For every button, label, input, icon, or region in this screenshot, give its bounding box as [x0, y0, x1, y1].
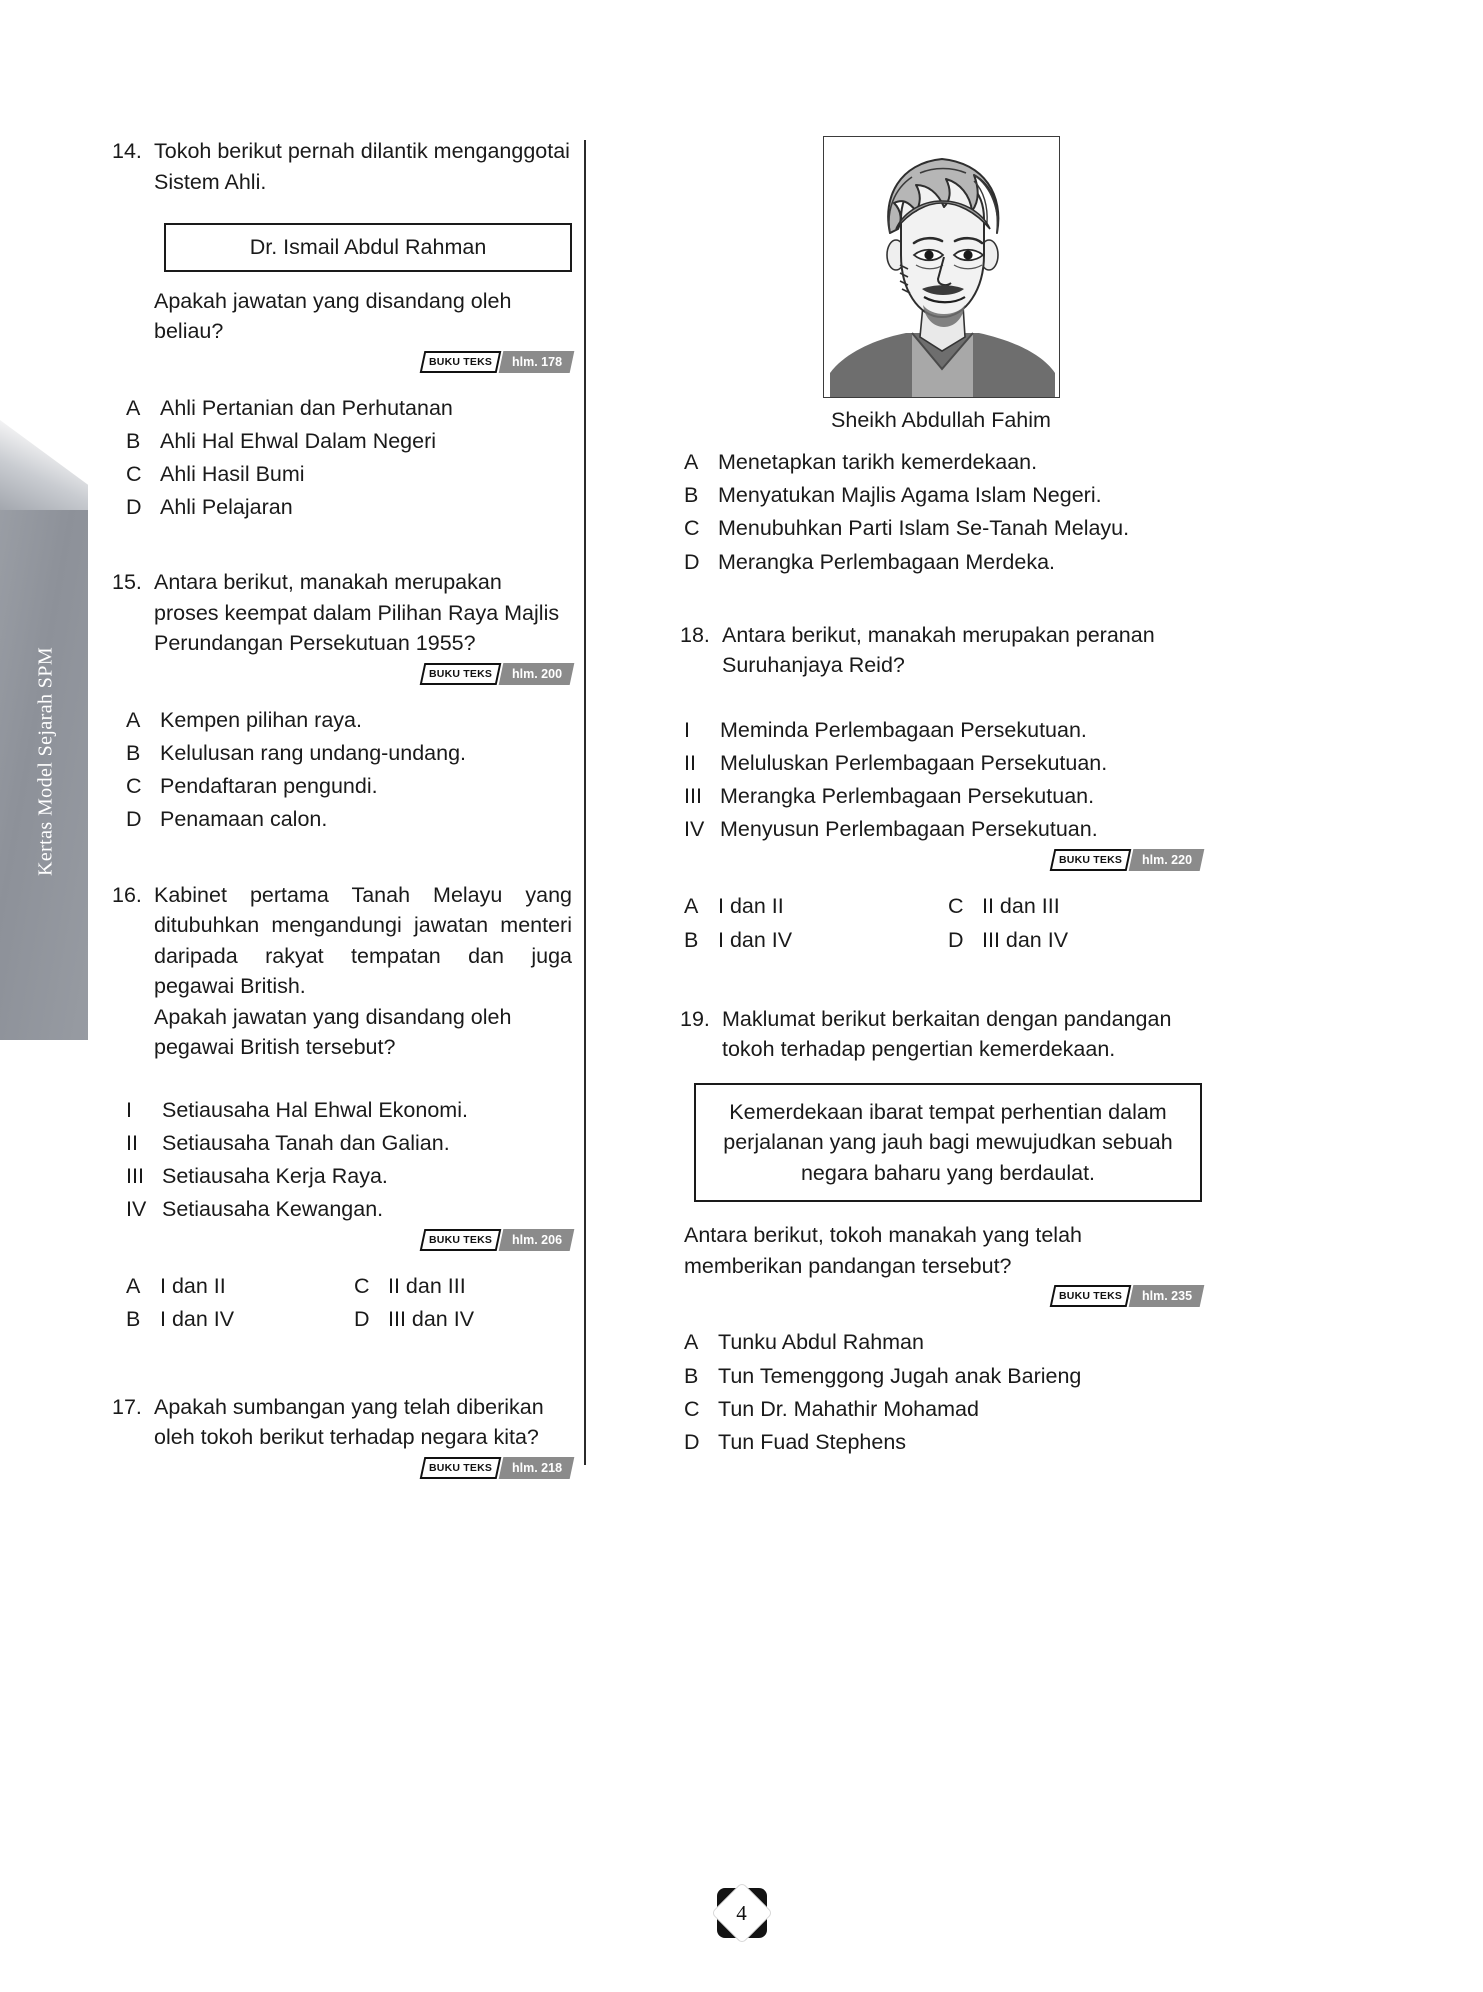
bukuteks-badge-source — [1050, 849, 1132, 871]
page-number-text: 4 — [736, 1900, 747, 1925]
bukuteks-badge-page-text: hlm. 220 — [1141, 853, 1192, 868]
page-number-badge — [709, 1880, 775, 1946]
option-text: III dan IV — [982, 927, 1069, 952]
bukuteks-badge-page — [499, 663, 575, 685]
statement-text: Meminda Perlembagaan Persekutuan. — [720, 717, 1087, 742]
side-tab-fold — [0, 420, 88, 510]
question-14-stimulus-text: Dr. Ismail Abdul Rahman — [249, 235, 487, 260]
bukuteks-badge-page-text: hlm. 218 — [511, 1460, 562, 1475]
option-text: Ahli Pertanian dan Perhutanan — [160, 395, 453, 420]
option-label: A — [126, 707, 141, 732]
option-item[interactable] — [126, 705, 572, 736]
option-text: I dan IV — [718, 927, 793, 952]
question-16-stem: Kabinet pertama Tanah Melayu yang ditubuhkan mengandungi jawatan menteri daripada rakyat tempatan dan juga pegawai British. — [154, 882, 572, 999]
question-16-statements — [126, 1095, 572, 1226]
option-text: II dan III — [388, 1274, 466, 1299]
option-text: Tun Dr. Mahathir Mohamad — [718, 1396, 979, 1421]
bukuteks-badge-page-text: hlm. 235 — [1141, 1289, 1192, 1304]
question-19-body — [722, 1004, 1202, 1065]
statement-item — [684, 781, 1202, 812]
question-14-body — [154, 136, 572, 197]
option-item[interactable] — [684, 1427, 1202, 1458]
question-14-followup-row — [112, 286, 572, 347]
question-14-badge-row — [112, 351, 572, 373]
two-column-layout — [112, 136, 1317, 1479]
option-text: Kempen pilihan raya. — [160, 707, 362, 732]
option-label: D — [684, 1429, 700, 1454]
question-17-badge-row — [112, 1457, 572, 1479]
question-18-stem: Antara berikut, manakah merupakan peranan Suruhanjaya Reid? — [722, 622, 1155, 678]
option-label: C — [948, 894, 964, 919]
option-item[interactable] — [126, 1271, 344, 1302]
statement-text: Setiausaha Hal Ehwal Ekonomi. — [162, 1097, 468, 1122]
bukuteks-badge — [1050, 849, 1205, 871]
option-text: I dan II — [160, 1274, 226, 1299]
statement-item — [684, 748, 1202, 779]
option-text: Tun Temenggong Jugah anak Barieng — [718, 1363, 1082, 1388]
option-item[interactable] — [126, 393, 572, 424]
option-item[interactable] — [126, 738, 572, 769]
option-label: A — [684, 894, 699, 919]
bukuteks-badge-source-text: BUKU TEKS — [428, 1234, 492, 1247]
question-15-options — [126, 705, 572, 836]
question-18-statements — [684, 715, 1202, 846]
bukuteks-badge-page-text: hlm. 178 — [511, 354, 562, 369]
statement-item — [126, 1128, 572, 1159]
option-item[interactable] — [684, 1327, 1202, 1358]
question-19-followup-body — [684, 1220, 1202, 1281]
bukuteks-badge-source — [420, 351, 502, 373]
option-item[interactable] — [354, 1271, 572, 1302]
question-17-number: 17. — [112, 1394, 142, 1419]
statement-text: Setiausaha Tanah dan Galian. — [162, 1130, 450, 1155]
option-item[interactable] — [684, 547, 1202, 578]
question-14-options — [126, 393, 572, 524]
question-17-stem: Apakah sumbangan yang telah diberikan oleh tokoh berikut terhadap negara kita? — [154, 1394, 544, 1450]
statement-label: IV — [126, 1197, 147, 1222]
question-18-number: 18. — [680, 622, 710, 647]
option-label: B — [684, 927, 699, 952]
statement-label: I — [126, 1097, 132, 1122]
question-14-followup: Apakah jawatan yang disandang oleh beliau? — [154, 288, 512, 344]
statement-text: Setiausaha Kerja Raya. — [162, 1163, 388, 1188]
bukuteks-badge — [420, 1457, 575, 1479]
option-item[interactable] — [684, 1394, 1202, 1425]
option-text: Pendaftaran pengundi. — [160, 774, 378, 799]
bukuteks-badge-source — [1050, 1285, 1132, 1307]
question-19-followup: Antara berikut, tokoh manakah yang telah memberikan pandangan tersebut? — [684, 1223, 1083, 1278]
bukuteks-badge — [420, 351, 575, 373]
question-16-number: 16. — [112, 882, 142, 907]
option-text: II dan III — [982, 894, 1060, 919]
option-item[interactable] — [684, 447, 1202, 478]
bukuteks-badge-source — [420, 1457, 502, 1479]
bukuteks-badge — [1050, 1285, 1205, 1307]
option-text: Menubuhkan Parti Islam Se-Tanah Melayu. — [718, 516, 1130, 541]
portrait-frame — [823, 136, 1060, 398]
option-item[interactable] — [684, 480, 1202, 511]
bukuteks-badge-source-text: BUKU TEKS — [428, 667, 492, 680]
option-text: Tun Fuad Stephens — [718, 1429, 907, 1454]
option-text: I dan IV — [160, 1307, 235, 1332]
question-16-body — [154, 880, 572, 1063]
bukuteks-badge-source — [420, 663, 502, 685]
question-19 — [680, 1004, 1202, 1065]
option-text: I dan II — [718, 894, 784, 919]
bukuteks-badge-page — [499, 1457, 575, 1479]
spacer-left — [112, 286, 154, 347]
question-15-stem: Antara berikut, manakah merupakan proses keempat dalam Pilihan Raya Majlis Perundangan Persekutuan 1955? — [154, 570, 560, 656]
question-19-number: 19. — [680, 1006, 710, 1031]
statement-label: II — [684, 750, 696, 775]
question-19-stimulus-box — [694, 1083, 1202, 1203]
portrait-illustration-icon — [824, 137, 1060, 398]
question-14-number: 14. — [112, 139, 142, 163]
option-label: C — [126, 461, 142, 486]
question-15 — [112, 567, 572, 659]
option-item[interactable] — [126, 426, 572, 457]
statement-text: Meluluskan Perlembagaan Persekutuan. — [720, 750, 1108, 775]
option-label: A — [684, 450, 699, 474]
option-label: D — [126, 807, 142, 832]
option-label: A — [126, 395, 141, 420]
portrait-caption: Sheikh Abdullah Fahim — [831, 408, 1051, 432]
option-label: C — [126, 774, 142, 799]
bukuteks-badge — [420, 1229, 575, 1251]
left-column — [112, 136, 602, 1479]
statement-label: II — [126, 1130, 138, 1155]
statement-label: III — [126, 1163, 144, 1188]
option-label: B — [684, 1363, 699, 1388]
statement-label: III — [684, 784, 702, 809]
option-item[interactable] — [684, 1361, 1202, 1392]
statement-label: IV — [684, 817, 705, 842]
question-14-stimulus-box — [164, 223, 572, 272]
side-tab — [0, 420, 98, 1040]
side-tab-label: Kertas Model Sejarah SPM — [34, 647, 57, 877]
page-footer — [0, 1880, 1483, 1946]
option-text: Kelulusan rang undang-undang. — [160, 740, 467, 765]
option-label: D — [126, 495, 142, 520]
question-16-followup: Apakah jawatan yang disandang oleh pegawai British tersebut? — [154, 1004, 512, 1060]
option-label: D — [948, 927, 964, 952]
question-15-number: 15. — [112, 570, 142, 595]
option-label: C — [684, 516, 700, 541]
option-text: Tunku Abdul Rahman — [718, 1330, 924, 1355]
option-text: Merangka Perlembagaan Merdeka. — [718, 549, 1056, 574]
question-19-followup-row — [680, 1220, 1202, 1281]
question-19-stem: Maklumat berikut berkaitan dengan pandangan tokoh terhadap pengertian kemerdekaan. — [722, 1006, 1172, 1062]
question-15-body — [154, 567, 572, 659]
option-item[interactable] — [948, 891, 1202, 922]
bukuteks-badge-page — [499, 1229, 575, 1251]
statement-item — [684, 814, 1202, 845]
option-label: C — [684, 1396, 700, 1421]
option-item[interactable] — [684, 513, 1202, 544]
option-label: B — [126, 1307, 141, 1332]
bukuteks-badge-source-text: BUKU TEKS — [1058, 854, 1122, 867]
bukuteks-badge-page — [499, 351, 575, 373]
bukuteks-badge-page-text: hlm. 206 — [511, 1233, 562, 1248]
question-17-portrait-block — [680, 136, 1202, 433]
question-16-badge-row — [112, 1229, 572, 1251]
option-label: D — [684, 549, 700, 574]
bukuteks-badge-source — [420, 1229, 502, 1251]
statement-item — [684, 715, 1202, 746]
question-18-body — [722, 620, 1202, 681]
option-text: III dan IV — [388, 1307, 475, 1332]
option-item[interactable] — [684, 925, 938, 956]
statement-label: I — [684, 717, 690, 742]
option-text: Menetapkan tarikh kemerdekaan. — [718, 450, 1038, 474]
question-14-stem: Tokoh berikut pernah dilantik menganggotai Sistem Ahli. — [154, 139, 570, 194]
question-18 — [680, 620, 1202, 681]
question-18-badge-row — [680, 849, 1202, 871]
bukuteks-badge-source-text: BUKU TEKS — [1058, 1290, 1122, 1303]
question-14-followup-body — [154, 286, 572, 347]
option-text: Ahli Hasil Bumi — [160, 461, 305, 486]
option-label: B — [126, 428, 141, 453]
option-item[interactable] — [684, 891, 938, 922]
right-column — [602, 136, 1202, 1479]
question-16-options — [126, 1271, 572, 1335]
bukuteks-badge-page — [1129, 1285, 1205, 1307]
question-15-badge-row — [112, 663, 572, 685]
question-17-options — [684, 447, 1202, 578]
option-text: Ahli Hal Ehwal Dalam Negeri — [160, 428, 437, 453]
question-17 — [112, 1392, 572, 1453]
statement-text: Setiausaha Kewangan. — [162, 1197, 384, 1222]
option-item[interactable] — [948, 925, 1202, 956]
bukuteks-badge-page-text: hlm. 200 — [511, 666, 562, 681]
question-19-options — [684, 1327, 1202, 1458]
question-14 — [112, 136, 572, 197]
option-label: A — [126, 1274, 141, 1299]
statement-item — [126, 1161, 572, 1192]
option-item[interactable] — [126, 492, 572, 523]
bukuteks-badge-source-text: BUKU TEKS — [428, 1461, 492, 1474]
option-label: B — [684, 483, 699, 508]
statement-text: Menyusun Perlembagaan Persekutuan. — [720, 817, 1098, 842]
statement-text: Merangka Perlembagaan Persekutuan. — [720, 784, 1095, 809]
option-item[interactable] — [354, 1304, 572, 1335]
question-17-body — [154, 1392, 572, 1453]
option-label: B — [126, 740, 141, 765]
option-label: A — [684, 1330, 699, 1355]
bukuteks-badge — [420, 663, 575, 685]
option-item[interactable] — [126, 1304, 344, 1335]
statement-item — [126, 1095, 572, 1126]
bukuteks-badge-source-text: BUKU TEKS — [428, 355, 492, 368]
question-18-options — [684, 891, 1202, 955]
question-19-badge-row — [680, 1285, 1202, 1307]
option-text: Menyatukan Majlis Agama Islam Negeri. — [718, 483, 1102, 508]
option-item[interactable] — [126, 771, 572, 802]
option-item[interactable] — [126, 804, 572, 835]
option-text: Penamaan calon. — [160, 807, 328, 832]
option-label: D — [354, 1307, 370, 1332]
question-19-stimulus-text: Kemerdekaan ibarat tempat perhentian dalam perjalanan yang jauh bagi mewujudkan sebuah negara baharu yang berdaulat. — [723, 1099, 1173, 1185]
bukuteks-badge-page — [1129, 849, 1205, 871]
option-label: C — [354, 1274, 370, 1299]
question-16 — [112, 880, 572, 1063]
option-item[interactable] — [126, 459, 572, 490]
option-text: Ahli Pelajaran — [160, 495, 293, 520]
statement-item — [126, 1194, 572, 1225]
